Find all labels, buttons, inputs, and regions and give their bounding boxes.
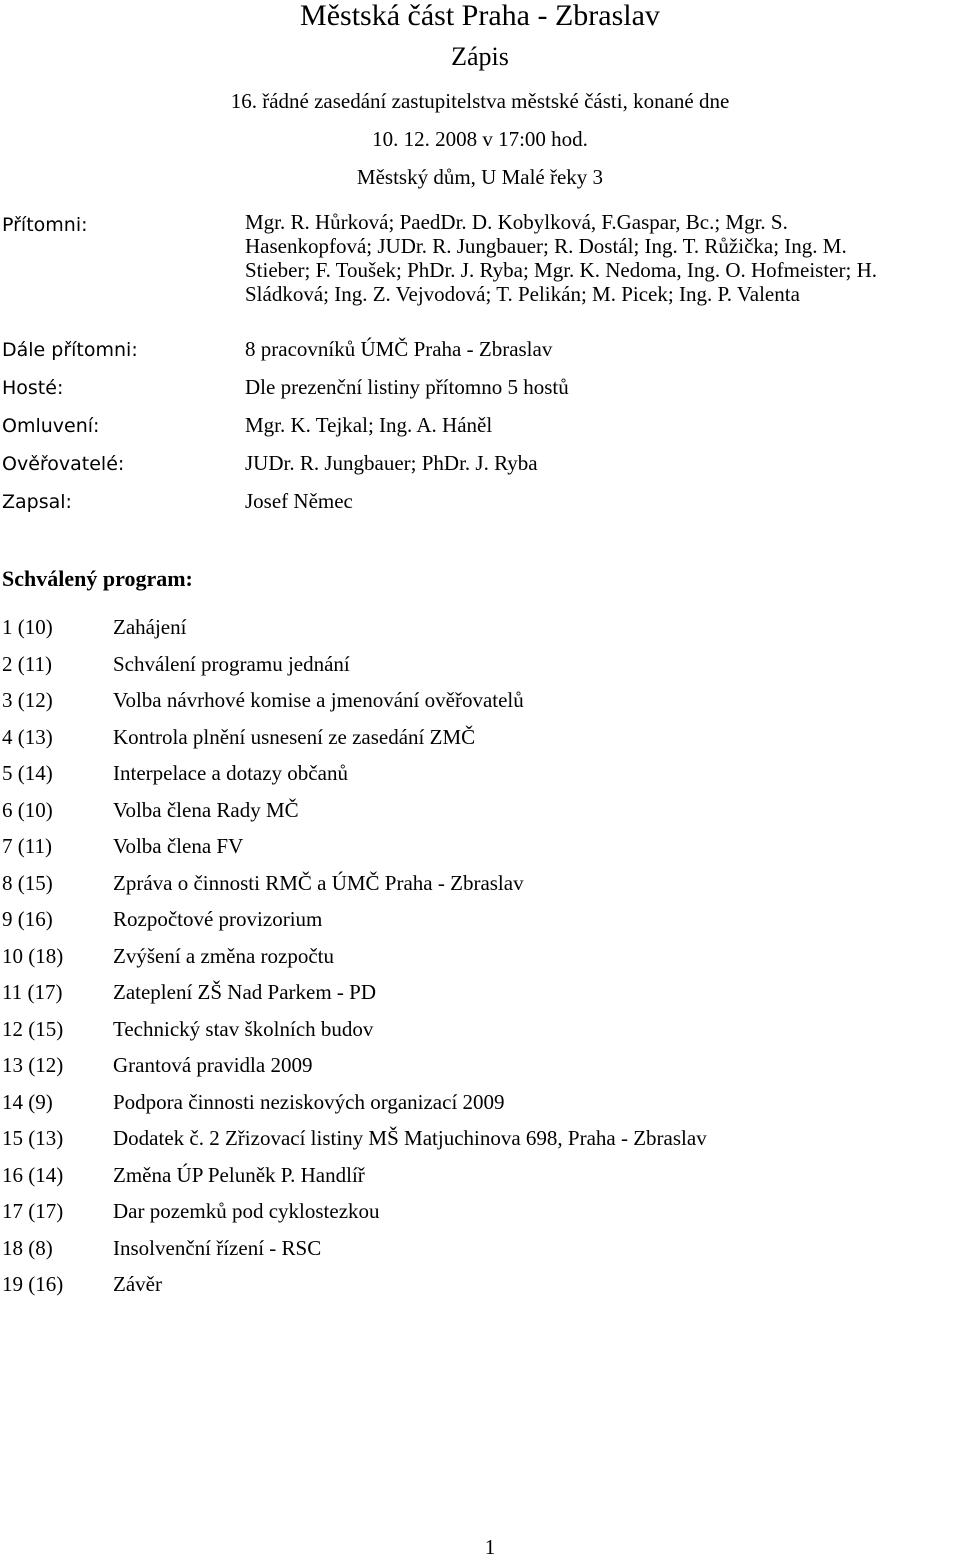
guests-label: Hosté:: [2, 377, 64, 399]
program-item: [2, 942, 952, 979]
program-list: [2, 613, 952, 1307]
program-item-label: Volba návrhové komise a jmenování ověřovatelů: [113, 688, 524, 712]
present-line: Mgr. R. Hůrková; PaedDr. D. Kobylková, F.Gaspar, Bc.; Mgr. S.: [245, 210, 788, 234]
program-item-number: 6 (10): [2, 797, 53, 822]
program-item-number: 10 (18): [2, 943, 64, 968]
program-item: [2, 1270, 952, 1307]
document-subtitle: Zápis: [451, 42, 509, 71]
program-item-number: 12 (15): [2, 1016, 64, 1041]
program-item-number: 16 (14): [2, 1162, 64, 1187]
program-item: [2, 1234, 952, 1271]
excused-value: Mgr. K. Tejkal; Ing. A. Háněl: [245, 413, 493, 437]
program-item-number: 13 (12): [2, 1053, 64, 1077]
program-item-label: Rozpočtové provizorium: [113, 907, 323, 931]
program-item-number: 15 (13): [2, 1126, 64, 1150]
meeting-date: 10. 12. 2008 v 17:00 hod.: [372, 127, 588, 151]
program-item-label: Dodatek č. 2 Zřizovací listiny MŠ Matjuchinova 698, Praha - Zbraslav: [113, 1126, 707, 1150]
program-item: [2, 759, 952, 796]
verifiers-label: Ověřovatelé:: [2, 453, 125, 475]
present-list: [245, 210, 957, 306]
program-item-label: Změna ÚP Peluněk P. Handlíř: [113, 1162, 365, 1187]
present-line: Sládková; Ing. Z. Vejvodová; T. Pelikán; M. Picek; Ing. P. Valenta: [245, 282, 800, 306]
program-item: [2, 978, 952, 1015]
program-item-number: 4 (13): [2, 724, 53, 749]
program-item-number: 3 (12): [2, 688, 53, 712]
present-label: Přítomni:: [2, 214, 88, 236]
program-item: [2, 650, 952, 687]
program-item-label: Grantová pravidla 2009: [113, 1053, 313, 1077]
program-item-label: Zvýšení a změna rozpočtu: [113, 943, 334, 968]
document-title: Městská část Praha - Zbraslav: [300, 0, 660, 32]
program-item-label: Zahájení: [113, 615, 187, 639]
also-present-value: 8 pracovníků ÚMČ Praha - Zbraslav: [245, 337, 553, 361]
program-item-label: Zpráva o činnosti RMČ a ÚMČ Praha - Zbraslav: [113, 870, 524, 895]
program-item-label: Technický stav školních budov: [113, 1016, 374, 1041]
program-item: [2, 1088, 952, 1125]
program-item-label: Schválení programu jednání: [113, 651, 350, 676]
program-item-label: Závěr: [113, 1272, 162, 1296]
program-item: [2, 686, 952, 723]
program-item: [2, 723, 952, 760]
program-item-label: Interpelace a dotazy občanů: [113, 761, 348, 785]
program-item: [2, 1124, 952, 1161]
program-item-number: 19 (16): [2, 1272, 64, 1296]
program-item-label: Insolvenční řízení - RSC: [113, 1235, 322, 1260]
program-item-number: 7 (11): [2, 834, 52, 858]
program-item-number: 14 (9): [2, 1089, 53, 1114]
program-item-label: Zateplení ZŠ Nad Parkem - PD: [113, 980, 377, 1004]
also-present-label: Dále přítomni:: [2, 339, 138, 361]
program-item: [2, 1161, 952, 1198]
program-item: [2, 613, 952, 650]
recorder-value: Josef Němec: [245, 489, 353, 513]
program-item-number: 17 (17): [2, 1199, 64, 1223]
program-item-number: 9 (16): [2, 907, 53, 931]
meeting-description: 16. řádné zasedání zastupitelstva městské části, konané dne: [230, 89, 730, 113]
excused-label: Omluvení:: [2, 415, 100, 437]
program-item: [2, 905, 952, 942]
program-item-number: 18 (8): [2, 1235, 53, 1260]
meeting-place: Městský dům, U Malé řeky 3: [356, 165, 604, 189]
verifiers-value: JUDr. R. Jungbauer; PhDr. J. Ryba: [245, 451, 538, 475]
program-item-number: 2 (11): [2, 651, 52, 676]
program-item-number: 5 (14): [2, 761, 53, 785]
page-number: 1: [484, 1535, 496, 1559]
recorder-label: Zapsal:: [2, 491, 72, 513]
program-item-number: 1 (10): [2, 615, 53, 639]
program-item-label: Kontrola plnění usnesení ze zasedání ZMČ: [113, 724, 476, 749]
program-item-label: Volba člena Rady MČ: [113, 797, 299, 822]
program-item-number: 8 (15): [2, 870, 53, 895]
program-item: [2, 832, 952, 869]
program-item: [2, 1015, 952, 1052]
program-item-label: Dar pozemků pod cyklostezkou: [113, 1199, 380, 1223]
program-item: [2, 796, 952, 833]
present-line: Hasenkopfová; JUDr. R. Jungbauer; R. Dostál; Ing. T. Růžička; Ing. M.: [245, 234, 847, 258]
program-item: [2, 1197, 952, 1234]
program-item-label: Volba člena FV: [113, 834, 244, 858]
guests-value: Dle prezenční listiny přítomno 5 hostů: [245, 375, 569, 399]
program-item-label: Podpora činnosti neziskových organizací 2009: [113, 1089, 505, 1114]
present-line: Stieber; F. Toušek; PhDr. J. Ryba; Mgr. K. Nedoma, Ing. O. Hofmeister; H.: [245, 258, 877, 282]
program-heading: Schválený program:: [2, 566, 193, 591]
program-item-number: 11 (17): [2, 980, 63, 1004]
program-item: [2, 1051, 952, 1088]
program-item: [2, 869, 952, 906]
